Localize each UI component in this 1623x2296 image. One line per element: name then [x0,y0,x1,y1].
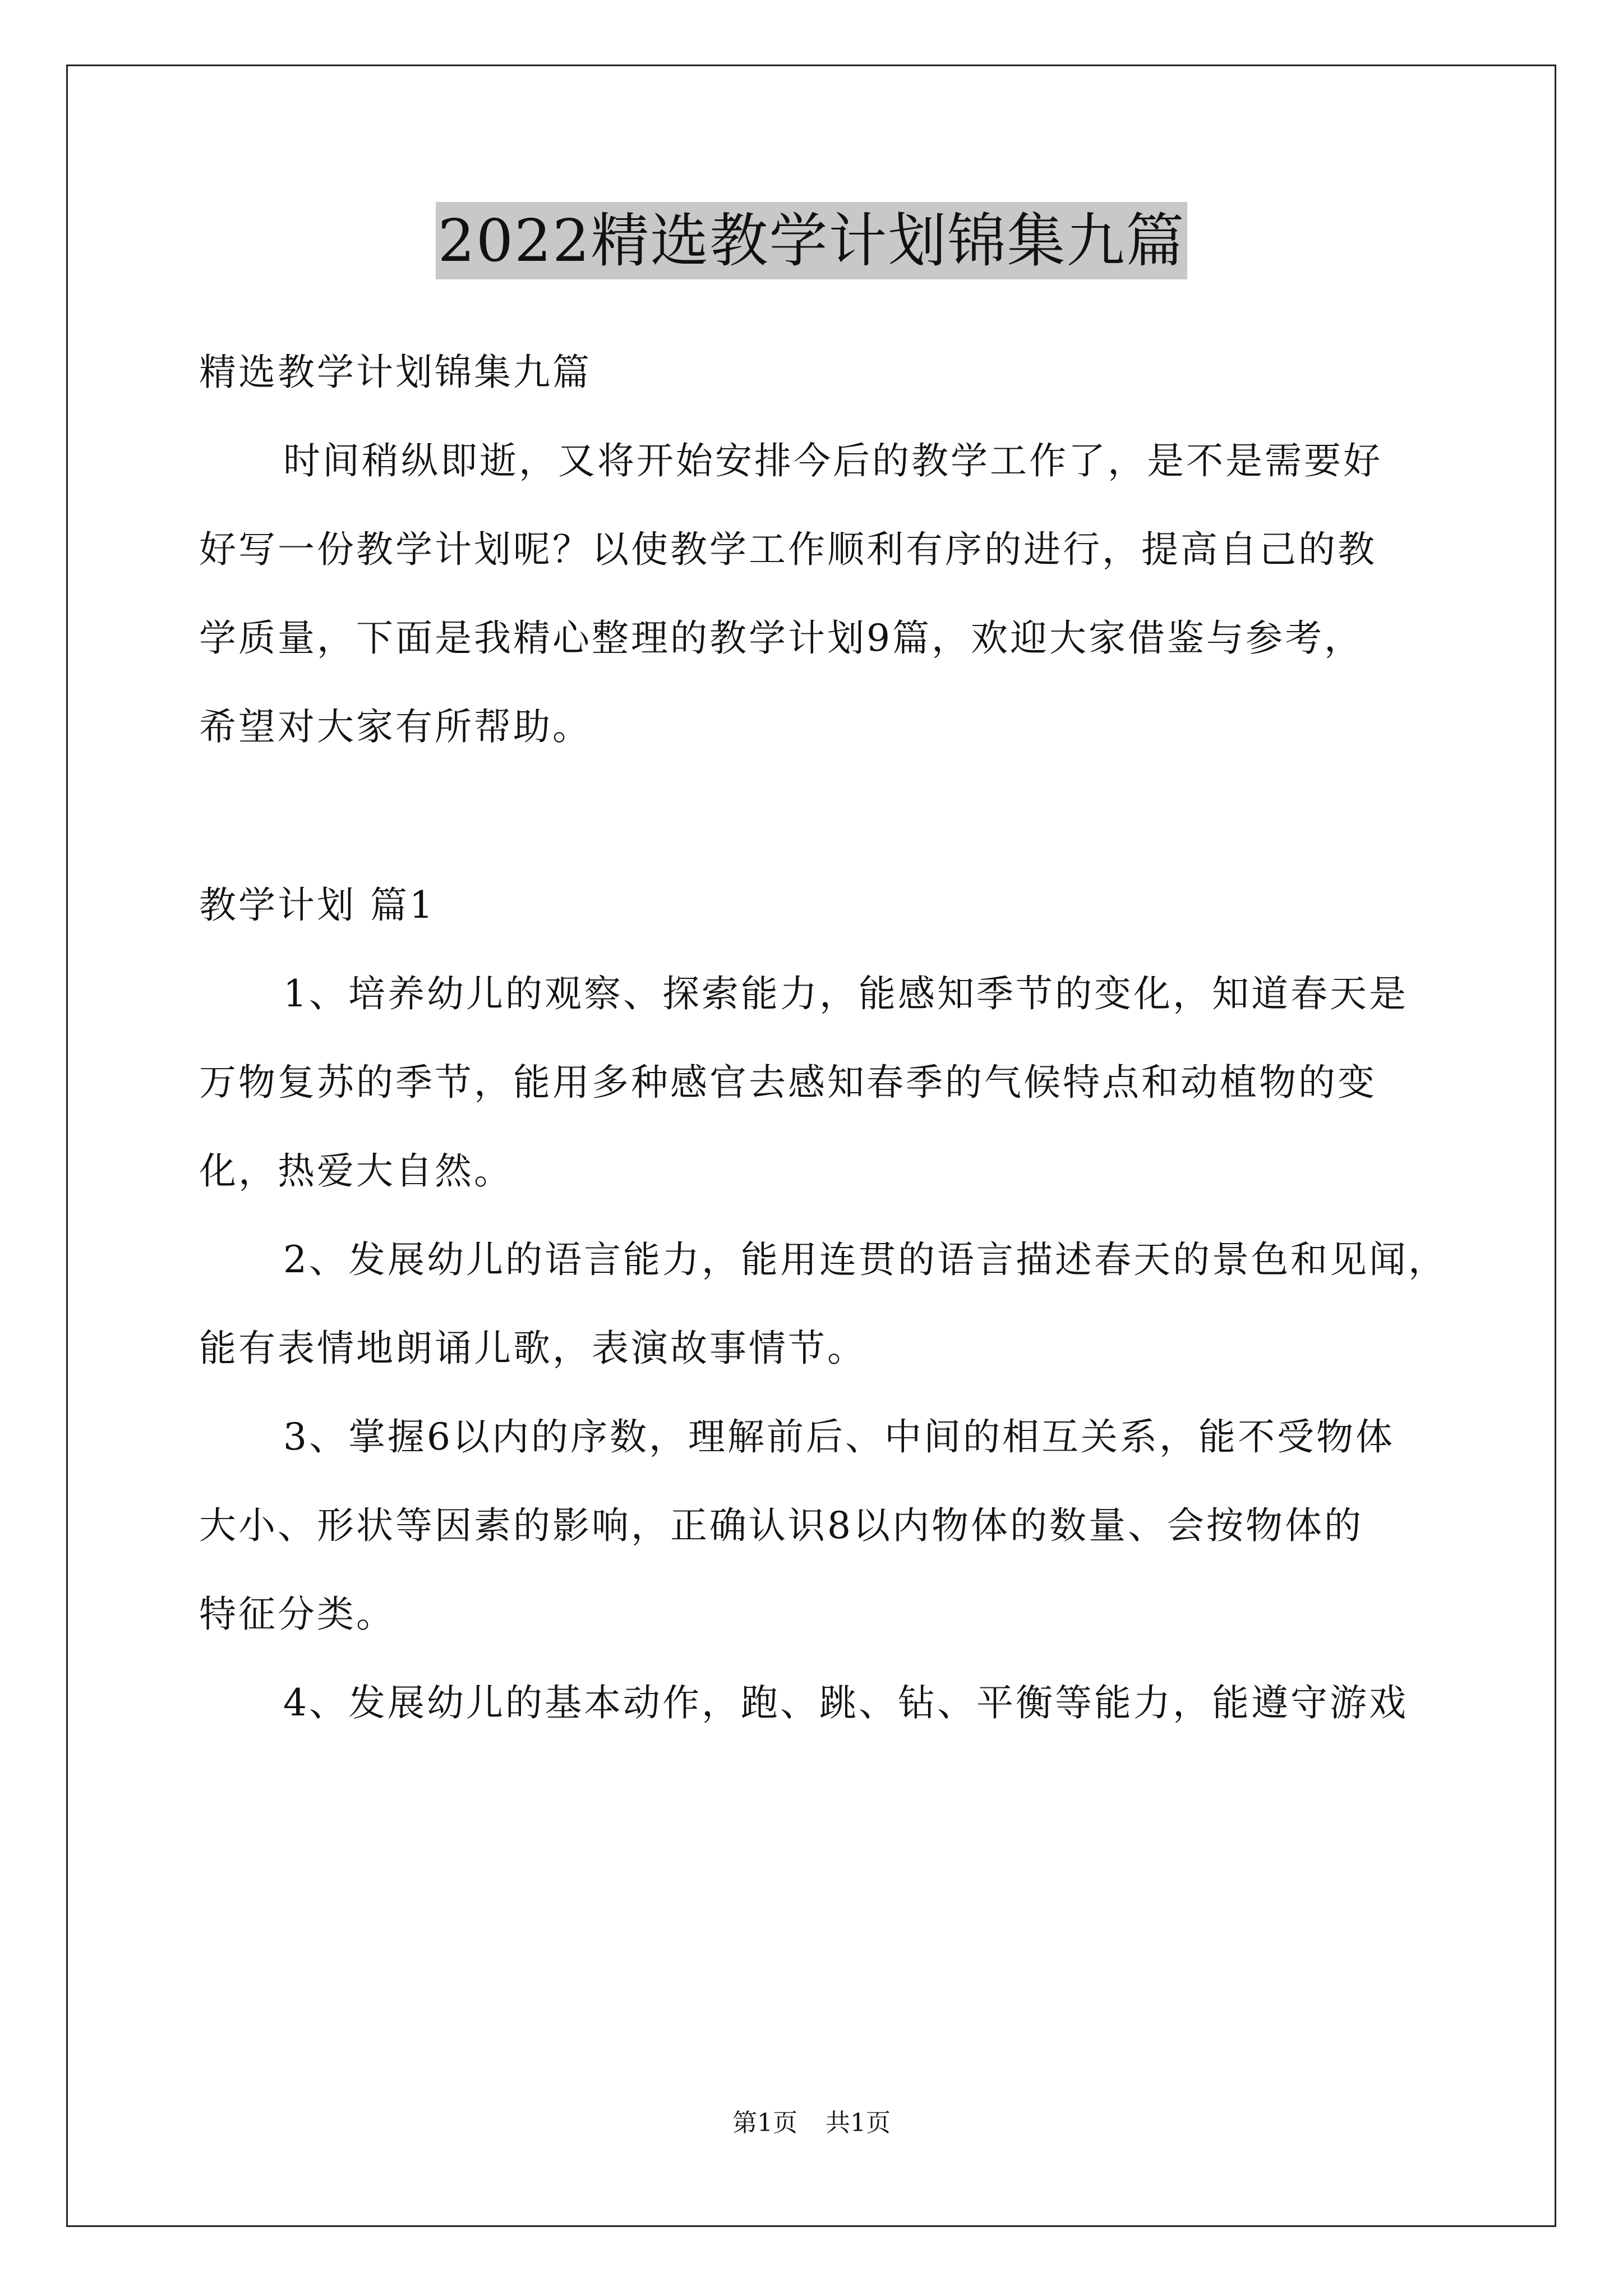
intro-line: 好写一份教学计划呢？以使教学工作顺利有序的进行，提高自己的教 [199,528,1377,571]
page-number: 第1页 [732,2109,797,2137]
document-body [199,328,1447,1747]
page-footer [0,2106,1623,2140]
item-1-line: 1、培养幼儿的观察、探索能力，能感知季节的变化，知道春天是 [283,972,1408,1015]
page-total: 共1页 [826,2109,891,2137]
item-2-line: 2、发展幼儿的语言能力，能用连贯的语言描述春天的景色和见闻， [283,1238,1447,1281]
item-1-line: 化，热爱大自然。 [199,1149,513,1193]
document-subtitle: 精选教学计划锦集九篇 [199,351,592,394]
item-4-line: 4、发展幼儿的基本动作，跑、跳、钻、平衡等能力，能遵守游戏 [283,1681,1408,1724]
intro-line: 时间稍纵即逝，又将开始安排今后的教学工作了，是不是需要好 [283,439,1382,482]
document-title: 2022精选教学计划锦集九篇 [436,202,1188,279]
title-container [0,202,1623,279]
item-1-line: 万物复苏的季节，能用多种感官去感知春季的气候特点和动植物的变 [199,1061,1377,1104]
item-3-line: 3、掌握6以内的序数，理解前后、中间的相互关系，能不受物体 [283,1415,1395,1458]
intro-line: 学质量，下面是我精心整理的教学计划9篇，欢迎大家借鉴与参考， [199,616,1363,660]
paragraph-gap [199,771,1433,861]
item-3-line: 特征分类。 [199,1593,395,1636]
item-2-line: 能有表情地朗诵儿歌，表演故事情节。 [199,1327,866,1370]
section-heading: 教学计划 篇1 [199,884,435,927]
item-3-line: 大小、形状等因素的影响，正确认识8以内物体的数量、会按物体的 [199,1504,1363,1547]
intro-line: 希望对大家有所帮助。 [199,705,592,748]
